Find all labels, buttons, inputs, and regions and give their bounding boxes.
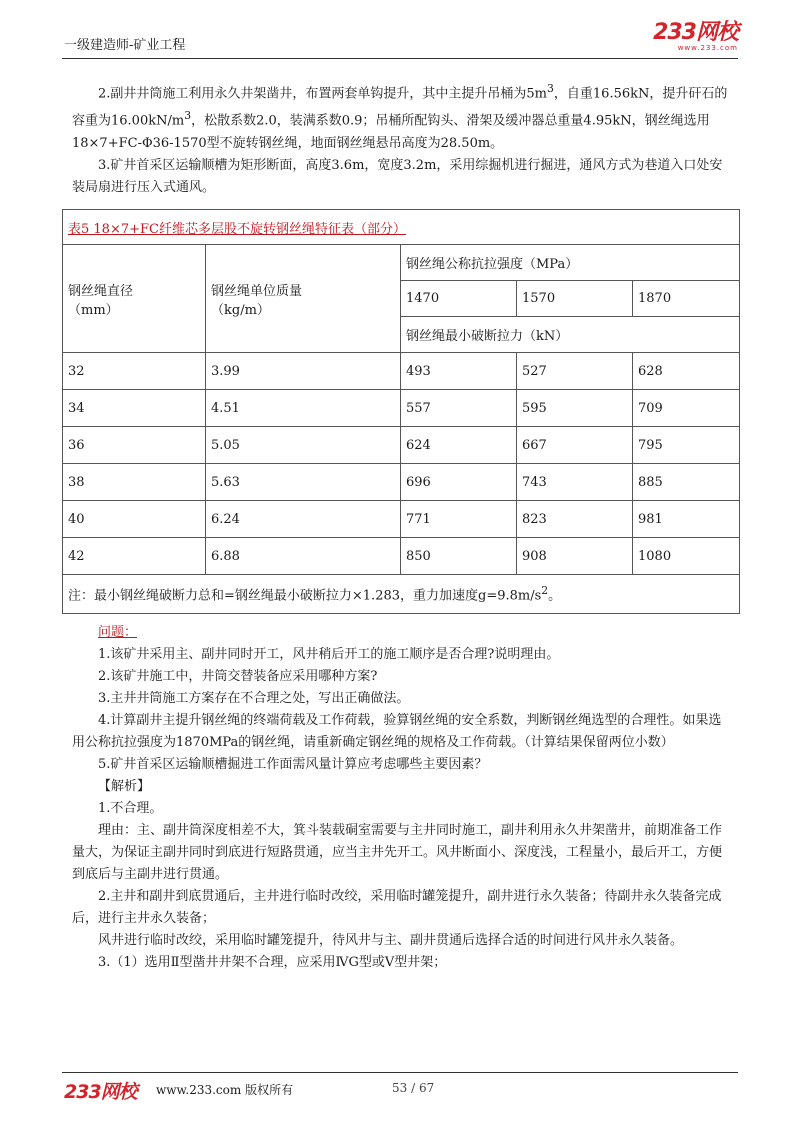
answer-2-continued: 风井进行临时改绞，采用临时罐笼提升，待风井与主、副井贯通后选择合适的时间进行风井永久装备。 — [98, 933, 684, 948]
table-row: 32 3.99 493 527 628 — [63, 353, 740, 390]
question-5: 5.矿井首采区运输顺槽掘进工作面需风量计算应考虑哪些主要因素？ — [98, 757, 488, 772]
questions-answers-section — [72, 622, 734, 974]
wire-rope-spec-table — [62, 209, 740, 614]
questions-heading: 问题： — [98, 625, 138, 640]
page-footer — [62, 1072, 738, 1107]
question-1: 1.该矿井采用主、副井同时开工，风井稍后开工的施工顺序是否合理?说明理由。 — [98, 647, 560, 662]
table-row: 36 5.05 624 667 795 — [63, 427, 740, 464]
table-note: 注：最小钢丝绳破断力总和=钢丝绳最小破断拉力×1.283，重力加速度$g=9.8m/s^2$。 — [63, 575, 740, 614]
strength-1470: 1470 — [401, 281, 517, 317]
brand-logo — [653, 22, 738, 52]
header-strength: 钢丝绳公称抗拉强度（MPa） — [401, 245, 740, 281]
answer-2: 2.主井和副井到底贯通后，主井进行临时改绞，采用临时罐笼提升，副井进行永久装备；待副井永久装备完成后，进行主井永久装备； — [72, 889, 722, 926]
page-number: 53 / 67 — [392, 1081, 435, 1095]
strength-1870: 1870 — [633, 281, 740, 317]
question-2: 2.该矿井施工中，井筒交替装备应采用哪种方案? — [98, 669, 378, 684]
header-mass: 钢丝绳单位质量 （kg/m） — [206, 245, 401, 353]
document-title: 一级建造师-矿业工程 — [64, 38, 186, 53]
answer-3: 3.（1）选用Ⅱ型凿井井架不合理，应采用ⅣG型或Ⅴ型井架； — [98, 955, 447, 970]
strength-1570: 1570 — [517, 281, 633, 317]
header-diameter: 钢丝绳直径 （mm） — [63, 245, 206, 353]
table-row: 34 4.51 557 595 709 — [63, 390, 740, 427]
answer-1-reason: 理由：主、副井筒深度相差不大，箕斗装载硐室需要与主井同时施工，副井利用永久井架凿井，前期准备工作量大，为保证主副井同时到底进行短路贯通，应当主井先开工。风井断面小、深度浅，工程量小，最后开工，方便到底后与主副井进行贯通。 — [72, 823, 723, 882]
intro-paragraph-2: 2.副井井筒施工利用永久井架凿井，布置两套单钩提升，其中主提升吊桶为$5m^3$，自重16.56kN，提升矸石的容重为$16.00kN/m^3$，松散系数2.0，装满系数0.9；吊桶所配钩头、滑架及缓冲器总重量4.95kN，钢丝绳选用18×7+FC-Φ36-1570型不旋转钢丝绳，地面钢丝绳悬吊高度为28.50m。 — [72, 82, 728, 151]
intro-section — [72, 78, 734, 199]
logo-url: www.233.com — [677, 44, 738, 52]
page-header — [62, 22, 738, 59]
answer-1: 1.不合理。 — [98, 801, 163, 816]
header-breaking-force: 钢丝绳最小破断拉力（kN） — [401, 317, 740, 353]
table-row: 40 6.24 771 823 981 — [63, 501, 740, 538]
table-row: 42 6.88 850 908 1080 — [63, 538, 740, 575]
intro-paragraph-3: 3.矿井首采区运输顺槽为矩形断面，高度3.6m，宽度3.2m，采用综掘机进行掘进，通风方式为巷道入口处安装局扇进行压入式通风。 — [72, 157, 723, 195]
logo-text: 233网校 — [653, 20, 738, 45]
question-4: 4.计算副井主提升钢丝绳的终端荷载及工作荷载，验算钢丝绳的安全系数，判断钢丝绳选型的合理性。如果选用公称抗拉强度为1870MPa的钢丝绳，请重新确定钢丝绳的规格及工作荷载。（计算结果保留两位小数） — [72, 713, 722, 750]
answers-heading: 【解析】 — [98, 779, 151, 794]
table-row: 38 5.63 696 743 885 — [63, 464, 740, 501]
copyright-text: www.233.com 版权所有 — [156, 1083, 294, 1097]
footer-logo: 233网校 — [64, 1081, 137, 1103]
table-caption: 表5 18×7+FC纤维芯多层股不旋转钢丝绳特征表（部分） — [63, 210, 740, 245]
question-3: 3.主井井筒施工方案存在不合理之处，写出正确做法。 — [98, 691, 410, 706]
